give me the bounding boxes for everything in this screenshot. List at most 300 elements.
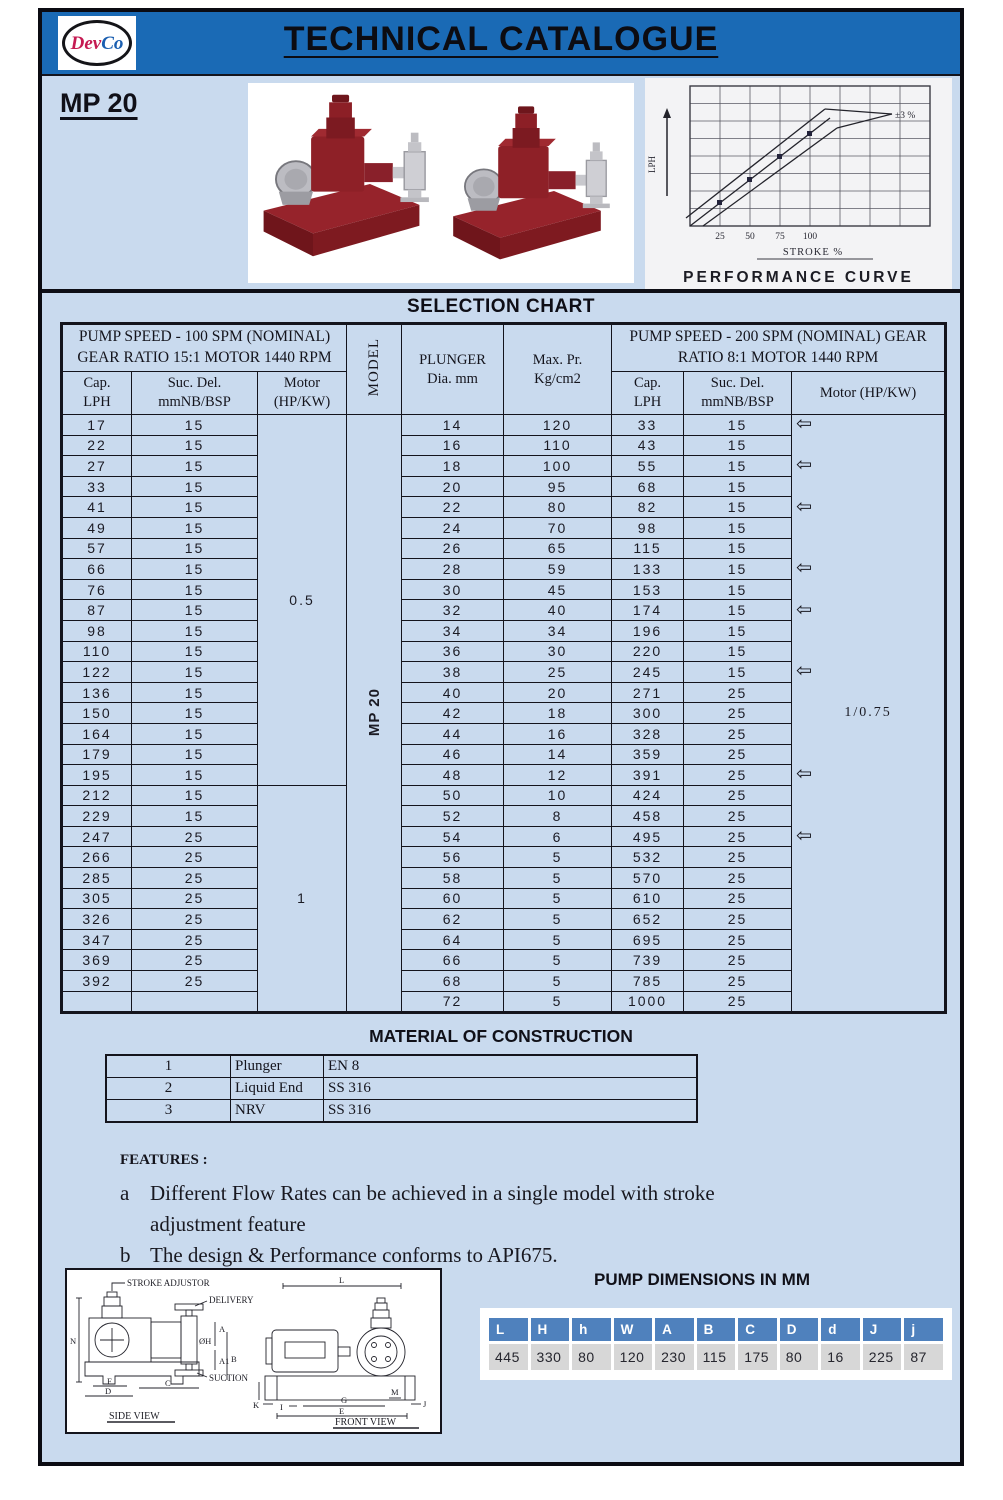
- suc-del-200-cell: 25: [684, 785, 792, 806]
- cap-lph-100-cell: 98: [62, 620, 132, 641]
- dim-g: G: [341, 1395, 348, 1405]
- suc-del-200-cell: 15: [684, 517, 792, 538]
- cap-lph-200-cell: 196: [612, 620, 684, 641]
- dim-c: C: [165, 1378, 171, 1388]
- title-bar: [42, 12, 960, 76]
- max-pr-cell: 5: [504, 847, 612, 868]
- cap-lph-200-cell: 652: [612, 909, 684, 930]
- selection-chart-title: SELECTION CHART: [42, 289, 960, 322]
- cap-lph-200-cell: 82: [612, 497, 684, 518]
- cap-lph-200-cell: 43: [612, 435, 684, 456]
- suc-del-200-cell: 15: [684, 662, 792, 683]
- dims-value-cell: 230: [655, 1344, 694, 1370]
- moc-material-cell: EN 8: [324, 1055, 698, 1078]
- max-pr-cell: 65: [504, 538, 612, 559]
- suc-del-100-cell: [132, 991, 258, 1013]
- selection-chart-section: [42, 289, 960, 1014]
- dim-n: N: [70, 1336, 77, 1346]
- plunger-dia-cell: 30: [402, 579, 504, 600]
- left-arrow-icon: ⇦: [796, 495, 812, 518]
- group-header-row: [62, 324, 946, 372]
- curve-xlabel: STROKE %: [782, 247, 844, 258]
- cap-lph-200-cell: 300: [612, 703, 684, 724]
- plunger-dia-cell: 14: [402, 415, 504, 436]
- max-pr-cell: 45: [504, 579, 612, 600]
- left-arrow-icon: ⇦: [796, 763, 812, 786]
- material-title: MATERIAL OF CONSTRUCTION: [369, 1026, 633, 1046]
- max-pr-cell: 5: [504, 950, 612, 971]
- left-speed-header: [62, 324, 347, 372]
- cap200-header: [612, 372, 684, 415]
- motor-200-value: 1/0.75: [844, 705, 892, 721]
- model-column-header: [347, 324, 402, 415]
- pump-photos: [248, 83, 634, 283]
- motor100-l1: Motor: [283, 375, 321, 392]
- plunger-dia-cell: 62: [402, 909, 504, 930]
- max-pr-cell: 34: [504, 620, 612, 641]
- suc-del-100-cell: 15: [132, 579, 258, 600]
- maxpr-header-line2: Kg/cm2: [534, 370, 581, 387]
- suc-del-100-cell: 15: [132, 765, 258, 786]
- dims-header-row: [489, 1318, 943, 1341]
- plunger-dia-cell: 40: [402, 682, 504, 703]
- dims-header-cell: C: [738, 1318, 777, 1341]
- dim-m: M: [391, 1387, 399, 1397]
- suc-del-200-cell: 25: [684, 723, 792, 744]
- max-pr-cell: 5: [504, 929, 612, 950]
- max-pr-cell: 18: [504, 703, 612, 724]
- left-speed-line1: PUMP SPEED - 100 SPM (NOMINAL): [78, 328, 331, 346]
- xtick-25: 25: [715, 232, 725, 242]
- suc-del-200-cell: 15: [684, 559, 792, 580]
- left-arrow-icon: ⇦: [796, 824, 812, 847]
- moc-part-cell: NRV: [231, 1100, 324, 1123]
- max-pr-cell: 30: [504, 641, 612, 662]
- plunger-dia-cell: 64: [402, 929, 504, 950]
- feature-text: Different Flow Rates can be achieved in a single model with stroke adjustment feature: [150, 1181, 715, 1236]
- suc-del-100-cell: 25: [132, 847, 258, 868]
- feature-text: The design & Performance conforms to API675.: [150, 1243, 558, 1267]
- plunger-dia-cell: 44: [402, 723, 504, 744]
- dims-value-cell: 115: [697, 1344, 736, 1370]
- dims-header-cell: j: [904, 1318, 943, 1341]
- suc-del-100-cell: 15: [132, 662, 258, 683]
- suc-del-200-cell: 15: [684, 538, 792, 559]
- cap-lph-100-cell: 66: [62, 559, 132, 580]
- suc100-l1: Suc. Del.: [167, 375, 222, 392]
- plunger-dia-cell: 66: [402, 950, 504, 971]
- plunger-dia-cell: 28: [402, 559, 504, 580]
- dims-value-cell: 445: [489, 1344, 528, 1370]
- plunger-dia-cell: 22: [402, 497, 504, 518]
- xtick-50: 50: [745, 232, 755, 242]
- suc-del-100-cell: 15: [132, 517, 258, 538]
- suc-del-200-cell: 25: [684, 991, 792, 1013]
- cap-lph-200-cell: 570: [612, 868, 684, 889]
- plunger-dia-cell: 52: [402, 806, 504, 827]
- suc-del-100-cell: 25: [132, 950, 258, 971]
- cap-lph-100-cell: 110: [62, 641, 132, 662]
- cap-lph-200-cell: 271: [612, 682, 684, 703]
- suc-del-200-cell: 25: [684, 826, 792, 847]
- suc-del-100-cell: 15: [132, 785, 258, 806]
- side-view-title: SIDE VIEW: [109, 1411, 160, 1422]
- suc-del-200-cell: 25: [684, 847, 792, 868]
- suc-del-200-cell: 25: [684, 806, 792, 827]
- cap-lph-200-cell: 359: [612, 744, 684, 765]
- xtick-75: 75: [775, 232, 785, 242]
- delivery-label: DELIVERY: [209, 1295, 254, 1305]
- left-arrow-icon: ⇦: [796, 660, 812, 683]
- dims-header-cell: A: [655, 1318, 694, 1341]
- model-value-cell: [347, 415, 402, 1013]
- dim-l: L: [339, 1275, 345, 1285]
- cap-lph-100-cell: 87: [62, 600, 132, 621]
- max-pr-cell: 12: [504, 765, 612, 786]
- feature-marker: a: [120, 1181, 130, 1205]
- suc-del-200-cell: 25: [684, 971, 792, 992]
- suc-del-200-cell: 25: [684, 868, 792, 889]
- suc-del-200-cell: 25: [684, 765, 792, 786]
- cap-lph-100-cell: 347: [62, 929, 132, 950]
- cap-lph-100-cell: 285: [62, 868, 132, 889]
- suc-del-100-cell: 15: [132, 620, 258, 641]
- max-pr-cell: 70: [504, 517, 612, 538]
- cap100-header: [62, 372, 132, 415]
- cap-lph-100-cell: 266: [62, 847, 132, 868]
- dim-e: E: [339, 1406, 345, 1416]
- motor-100-cell: 1: [258, 785, 347, 1013]
- cap-lph-200-cell: 153: [612, 579, 684, 600]
- moc-no-cell: 3: [106, 1100, 231, 1123]
- dim-k: K: [253, 1400, 260, 1410]
- plunger-dia-cell: 72: [402, 991, 504, 1013]
- dims-value-cell: 80: [780, 1344, 819, 1370]
- left-arrow-icon: ⇦: [796, 454, 812, 477]
- moc-row: [106, 1055, 697, 1078]
- max-pr-cell: 100: [504, 456, 612, 477]
- selection-table: [60, 322, 947, 1014]
- cap-lph-100-cell: 369: [62, 950, 132, 971]
- suc-del-100-cell: 15: [132, 600, 258, 621]
- max-pr-cell: 8: [504, 806, 612, 827]
- performance-curve-chart: [645, 78, 952, 264]
- selection-table-body: [62, 415, 946, 1013]
- suc-del-100-cell: 15: [132, 538, 258, 559]
- cap200-l1: Cap.: [634, 375, 662, 392]
- dim-b: B: [231, 1354, 237, 1364]
- plunger-dia-cell: 60: [402, 888, 504, 909]
- cap-lph-100-cell: 27: [62, 456, 132, 477]
- cap-lph-200-cell: 245: [612, 662, 684, 683]
- suc-del-200-cell: 15: [684, 415, 792, 436]
- pump-dimensions-title: PUMP DIMENSIONS IN MM: [594, 1270, 810, 1289]
- suc-del-200-cell: 15: [684, 620, 792, 641]
- suc200-l2: mmNB/BSP: [701, 394, 774, 410]
- selection-row: [62, 415, 946, 436]
- suc-del-200-cell: 25: [684, 744, 792, 765]
- pump-dimensions-panel: [480, 1308, 952, 1380]
- dim-f: F: [107, 1376, 112, 1386]
- pump-dimension-drawing: [67, 1270, 440, 1432]
- max-pr-cell: 16: [504, 723, 612, 744]
- suc-del-200-cell: 15: [684, 641, 792, 662]
- max-pr-cell: 59: [504, 559, 612, 580]
- cap-lph-200-cell: 220: [612, 641, 684, 662]
- suc-del-100-cell: 15: [132, 559, 258, 580]
- cap-lph-100-cell: 305: [62, 888, 132, 909]
- pump-dimensions-table: [486, 1315, 946, 1373]
- cap-lph-200-cell: 495: [612, 826, 684, 847]
- curve-ylabel: LPH: [647, 155, 657, 173]
- suc-del-200-cell: 15: [684, 579, 792, 600]
- motor-100-cell: 0.5: [258, 415, 347, 786]
- dims-header-cell: h: [572, 1318, 611, 1341]
- performance-curve-panel: [645, 78, 952, 290]
- plunger-dia-cell: 50: [402, 785, 504, 806]
- page-frame: [38, 8, 964, 1466]
- plunger-dia-cell: 36: [402, 641, 504, 662]
- plunger-dia-cell: 54: [402, 826, 504, 847]
- motor100-header: [258, 372, 347, 415]
- suc-del-200-cell: 15: [684, 435, 792, 456]
- feature-item: [120, 1178, 820, 1240]
- performance-curve-title: PERFORMANCE CURVE: [683, 269, 914, 286]
- plunger-header-line1: PLUNGER: [419, 351, 486, 368]
- suc-del-200-cell: 25: [684, 888, 792, 909]
- dims-header-cell: D: [780, 1318, 819, 1341]
- suc100-l2: mmNB/BSP: [158, 394, 231, 410]
- suc-del-100-cell: 25: [132, 868, 258, 889]
- max-pr-cell: 6: [504, 826, 612, 847]
- suc-del-100-cell: 15: [132, 641, 258, 662]
- max-pr-cell: 5: [504, 991, 612, 1013]
- plunger-dia-cell: 58: [402, 868, 504, 889]
- dim-j: J: [423, 1399, 427, 1409]
- plunger-dia-cell: 46: [402, 744, 504, 765]
- suc-del-100-cell: 15: [132, 415, 258, 436]
- plunger-dia-cell: 38: [402, 662, 504, 683]
- motor100-l2: (HP/KW): [273, 394, 331, 410]
- moc-material-cell: SS 316: [324, 1078, 698, 1100]
- max-pr-cell: 5: [504, 888, 612, 909]
- dims-value-cell: 87: [904, 1344, 943, 1370]
- dims-header-cell: J: [863, 1318, 902, 1341]
- cap-lph-100-cell: 22: [62, 435, 132, 456]
- suction-label: SUCTION: [209, 1373, 249, 1383]
- cap-lph-200-cell: 55: [612, 456, 684, 477]
- cap-lph-200-cell: 133: [612, 559, 684, 580]
- front-view-title: FRONT VIEW: [335, 1417, 397, 1428]
- suc-del-200-cell: 15: [684, 476, 792, 497]
- suc-del-100-cell: 15: [132, 723, 258, 744]
- cap100-l2: LPH: [83, 394, 111, 410]
- moc-material-cell: SS 316: [324, 1100, 698, 1123]
- maxpr-column-header: [504, 324, 612, 415]
- motor-200-cell: [792, 415, 946, 1013]
- suc-del-100-cell: 15: [132, 744, 258, 765]
- max-pr-cell: 5: [504, 909, 612, 930]
- moc-no-cell: 2: [106, 1078, 231, 1100]
- max-pr-cell: 95: [504, 476, 612, 497]
- cap-lph-200-cell: 424: [612, 785, 684, 806]
- plunger-dia-cell: 24: [402, 517, 504, 538]
- left-arrow-icon: ⇦: [796, 414, 812, 436]
- moc-row: [106, 1100, 697, 1123]
- cap-lph-100-cell: 17: [62, 415, 132, 436]
- suc100-header: [132, 372, 258, 415]
- left-arrow-icon: ⇦: [796, 557, 812, 580]
- moc-no-cell: 1: [106, 1055, 231, 1078]
- cap-lph-200-cell: 739: [612, 950, 684, 971]
- dim-i: I: [280, 1402, 283, 1412]
- max-pr-cell: 5: [504, 868, 612, 889]
- cap-lph-200-cell: 115: [612, 538, 684, 559]
- dims-value-cell: 16: [821, 1344, 860, 1370]
- cap-lph-100-cell: 326: [62, 909, 132, 930]
- suc-del-100-cell: 15: [132, 703, 258, 724]
- tolerance-label: ±3 %: [895, 111, 916, 121]
- cap-lph-200-cell: 68: [612, 476, 684, 497]
- cap-lph-200-cell: 174: [612, 600, 684, 621]
- dims-value-cell: 175: [738, 1344, 777, 1370]
- max-pr-cell: 80: [504, 497, 612, 518]
- motor200-header: [792, 372, 946, 415]
- max-pr-cell: 14: [504, 744, 612, 765]
- suc-del-200-cell: 25: [684, 909, 792, 930]
- stroke-adjustor-label: STROKE ADJUSTOR: [127, 1278, 210, 1288]
- dims-header-cell: B: [697, 1318, 736, 1341]
- suc-del-100-cell: 15: [132, 682, 258, 703]
- cap200-l2: LPH: [633, 394, 662, 410]
- moc-part-cell: Plunger: [231, 1055, 324, 1078]
- suc-del-200-cell: 15: [684, 600, 792, 621]
- dim-d: D: [105, 1386, 112, 1396]
- suc-del-200-cell: 25: [684, 950, 792, 971]
- left-speed-line2: GEAR RATIO 15:1 MOTOR 1440 RPM: [77, 349, 332, 366]
- cap-lph-100-cell: 33: [62, 476, 132, 497]
- cap-lph-200-cell: 33: [612, 415, 684, 436]
- max-pr-cell: 40: [504, 600, 612, 621]
- pump-photo-illustration: [248, 83, 634, 283]
- plunger-header-line2: Dia. mm: [427, 370, 478, 387]
- page-title: TECHNICAL CATALOGUE: [283, 20, 719, 58]
- suc-del-200-cell: 25: [684, 929, 792, 950]
- suc-del-200-cell: 15: [684, 456, 792, 477]
- plunger-column-header: [402, 324, 504, 415]
- max-pr-cell: 20: [504, 682, 612, 703]
- dim-a: A: [219, 1324, 226, 1334]
- plunger-dia-cell: 42: [402, 703, 504, 724]
- max-pr-cell: 110: [504, 435, 612, 456]
- cap-lph-100-cell: 164: [62, 723, 132, 744]
- suc-del-100-cell: 25: [132, 826, 258, 847]
- suc-del-100-cell: 25: [132, 929, 258, 950]
- right-speed-line2: RATIO 8:1 MOTOR 1440 RPM: [677, 349, 879, 366]
- suc-del-200-cell: 15: [684, 497, 792, 518]
- max-pr-cell: 5: [504, 971, 612, 992]
- moc-part-cell: Liquid End: [231, 1078, 324, 1100]
- moc-table-body: [106, 1055, 697, 1122]
- plunger-dia-cell: 32: [402, 600, 504, 621]
- feature-marker: b: [120, 1243, 131, 1267]
- suc-del-200-cell: 25: [684, 703, 792, 724]
- suc-del-100-cell: 25: [132, 909, 258, 930]
- suc-del-100-cell: 15: [132, 476, 258, 497]
- cap-lph-100-cell: 179: [62, 744, 132, 765]
- plunger-dia-cell: 48: [402, 765, 504, 786]
- features-list: [120, 1178, 820, 1271]
- plunger-dia-cell: 34: [402, 620, 504, 641]
- model-value-label: MP 20: [365, 688, 383, 737]
- suc200-header: [684, 372, 792, 415]
- max-pr-cell: 10: [504, 785, 612, 806]
- features-heading: FEATURES :: [120, 1152, 208, 1168]
- cap-lph-200-cell: 98: [612, 517, 684, 538]
- max-pr-cell: 120: [504, 415, 612, 436]
- plunger-dia-cell: 68: [402, 971, 504, 992]
- cap-lph-200-cell: 458: [612, 806, 684, 827]
- feature-item: [120, 1240, 820, 1271]
- cap-lph-100-cell: [62, 991, 132, 1013]
- cap-lph-200-cell: 532: [612, 847, 684, 868]
- suc-del-100-cell: 15: [132, 497, 258, 518]
- cap-lph-100-cell: 212: [62, 785, 132, 806]
- cap-lph-200-cell: 610: [612, 888, 684, 909]
- dims-header-cell: H: [531, 1318, 570, 1341]
- suc-del-200-cell: 25: [684, 682, 792, 703]
- model-header-label: MODEL: [365, 337, 382, 397]
- cap-lph-200-cell: 328: [612, 723, 684, 744]
- max-pr-cell: 25: [504, 662, 612, 683]
- cap-lph-100-cell: 247: [62, 826, 132, 847]
- plunger-dia-cell: 56: [402, 847, 504, 868]
- right-speed-line1: PUMP SPEED - 200 SPM (NOMINAL) GEAR: [629, 328, 927, 346]
- maxpr-header-line1: Max. Pr.: [532, 351, 583, 368]
- plunger-dia-cell: 18: [402, 456, 504, 477]
- dims-value-cell: 120: [614, 1344, 653, 1370]
- dims-value-row: [489, 1344, 943, 1370]
- suc-del-100-cell: 25: [132, 971, 258, 992]
- cap-lph-100-cell: 392: [62, 971, 132, 992]
- left-arrow-icon: ⇦: [796, 598, 812, 621]
- plunger-dia-cell: 16: [402, 435, 504, 456]
- suc200-l1: Suc. Del.: [710, 375, 765, 392]
- dims-value-cell: 80: [572, 1344, 611, 1370]
- cap-lph-100-cell: 49: [62, 517, 132, 538]
- logo-text-dev: Dev: [70, 32, 102, 54]
- plunger-dia-cell: 20: [402, 476, 504, 497]
- dims-header-cell: d: [821, 1318, 860, 1341]
- cap100-l1: Cap.: [83, 375, 111, 392]
- cap-lph-100-cell: 150: [62, 703, 132, 724]
- motor200-label: Motor (HP/KW): [819, 384, 917, 401]
- right-speed-header: [612, 324, 946, 372]
- model-name: MP 20: [60, 88, 138, 118]
- suc-del-100-cell: 15: [132, 435, 258, 456]
- cap-lph-200-cell: 695: [612, 929, 684, 950]
- technical-drawings: [65, 1268, 442, 1434]
- cap-lph-100-cell: 136: [62, 682, 132, 703]
- cap-lph-200-cell: 785: [612, 971, 684, 992]
- logo-text-co: Co: [101, 32, 124, 54]
- xtick-100: 100: [802, 232, 818, 242]
- suc-del-100-cell: 15: [132, 806, 258, 827]
- cap-lph-100-cell: 76: [62, 579, 132, 600]
- suc-del-100-cell: 15: [132, 456, 258, 477]
- cap-lph-200-cell: 391: [612, 765, 684, 786]
- dims-value-cell: 330: [531, 1344, 570, 1370]
